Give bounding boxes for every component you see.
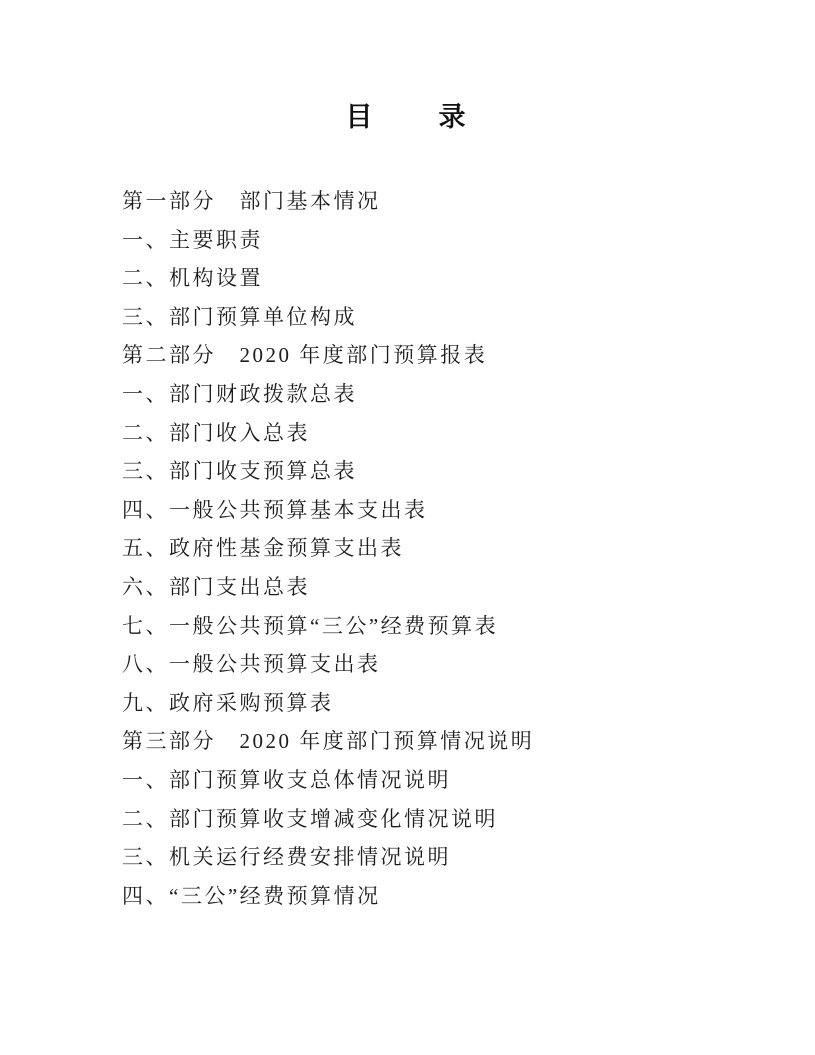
toc-item: 二、部门预算收支增减变化情况说明 <box>122 806 498 831</box>
toc-item: 一、部门财政拨款总表 <box>122 381 357 406</box>
toc-section-header: 第一部分 部门基本情况 <box>122 189 381 213</box>
toc-item: 四、一般公共预算基本支出表 <box>122 497 428 522</box>
toc-item: 三、部门预算单位构成 <box>122 304 357 329</box>
toc-item: 三、机关运行经费安排情况说明 <box>122 845 451 870</box>
toc-section-header: 第三部分 2020 年度部门预算情况说明 <box>122 729 535 754</box>
toc-section-header: 第二部分 2020 年度部门预算报表 <box>122 343 488 368</box>
toc-item: 四、“三公”经费预算情况 <box>122 883 381 908</box>
toc-item: 三、部门收支预算总表 <box>122 459 357 484</box>
toc-list <box>122 182 755 915</box>
toc-item: 六、部门支出总表 <box>122 574 310 599</box>
toc-item: 一、部门预算收支总体情况说明 <box>122 767 451 792</box>
toc-item: 九、政府采购预算表 <box>122 690 334 715</box>
toc-item: 八、一般公共预算支出表 <box>122 652 381 677</box>
page-title: 目 录 <box>345 102 470 132</box>
toc-item: 二、机构设置 <box>122 266 263 291</box>
toc-item: 七、一般公共预算“三公”经费预算表 <box>122 613 499 638</box>
toc-item: 五、政府性基金预算支出表 <box>122 536 404 561</box>
toc-item: 二、部门收入总表 <box>122 420 310 445</box>
toc-item: 一、主要职责 <box>122 227 263 252</box>
